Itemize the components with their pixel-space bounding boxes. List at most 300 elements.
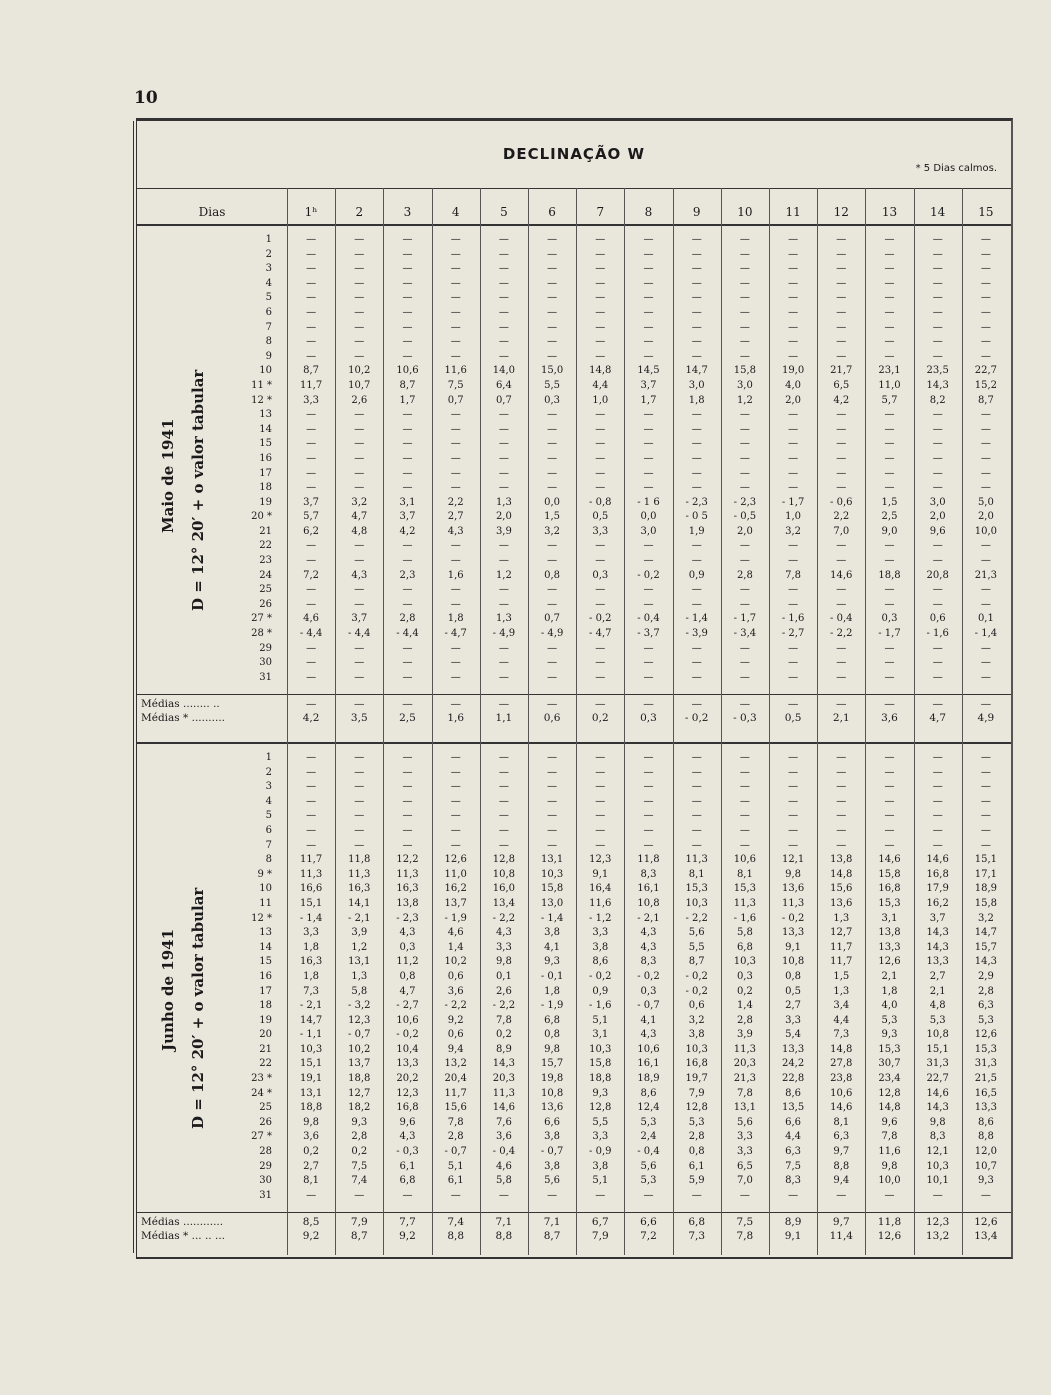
day-number: 28 (259, 1146, 272, 1158)
cell-value: 4,4 (785, 1131, 802, 1143)
day-number: 23 * (251, 1073, 272, 1085)
medias-value: — (643, 697, 654, 710)
cell-value: 15,1 (299, 1058, 323, 1070)
cell-value: — (354, 306, 365, 318)
cell-value: — (980, 540, 991, 552)
cell-value: — (450, 671, 461, 683)
medias-value: — (980, 697, 992, 710)
cell-value: 4,1 (544, 941, 561, 953)
cell-value: — (884, 452, 895, 464)
june-hour-column (480, 751, 528, 1203)
day-number: 6 (265, 824, 272, 836)
cell-value: 0,0 (544, 496, 561, 508)
day-number: 20 * (251, 511, 272, 523)
cell-value: 8,9 (495, 1043, 512, 1055)
cell-value: 3,9 (351, 927, 368, 939)
day-number: 24 * (251, 1087, 272, 1099)
cell-value: 5,8 (495, 1175, 512, 1187)
cell-value: — (739, 306, 750, 318)
cell-value: 20,3 (733, 1058, 757, 1070)
cell-value: — (547, 423, 558, 435)
cell-value: — (547, 642, 558, 654)
day-number: 3 (265, 263, 272, 275)
cell-value: — (402, 467, 413, 479)
cell-value: 4,3 (640, 1029, 657, 1041)
cell-value: — (547, 263, 558, 275)
cell-value: — (354, 248, 365, 260)
cell-value: — (643, 766, 654, 778)
cell-value: 9,3 (592, 1087, 609, 1099)
may-hour-column (624, 233, 672, 685)
cell-value: 27,8 (830, 1058, 853, 1070)
cell-value: 12,2 (396, 854, 419, 866)
cell-value: — (884, 438, 895, 450)
cell-value: — (595, 657, 606, 669)
cell-value: 12,3 (396, 1087, 419, 1099)
cell-value: 16,3 (348, 883, 371, 895)
cell-value: 3,8 (544, 1160, 561, 1172)
cell-value: 11,2 (396, 956, 419, 968)
cell-value: — (306, 467, 317, 479)
cell-value: 0,8 (399, 970, 416, 982)
cell-value: — (498, 306, 509, 318)
cell-value: 3,2 (688, 1014, 705, 1026)
cell-value: — (498, 839, 509, 851)
cell-value: — (932, 824, 943, 836)
cell-value: — (836, 839, 847, 851)
cell-value: — (595, 321, 606, 333)
cell-value: - 4,4 (348, 628, 371, 640)
cell-value: 18,8 (348, 1073, 371, 1085)
cell-value: — (402, 1189, 413, 1201)
cell-value: - 3,2 (348, 1000, 371, 1012)
cell-value: 16,5 (974, 1087, 998, 1099)
cell-value: 4,3 (495, 927, 512, 939)
cell-value: — (980, 306, 991, 318)
cell-value: 1,0 (592, 394, 609, 406)
cell-value: — (595, 671, 606, 683)
cell-value: — (836, 752, 847, 763)
day-number: 1 (265, 234, 272, 245)
cell-value: 8,7 (303, 365, 320, 377)
cell-value: — (547, 292, 558, 304)
calm-days-note: * 5 Dias calmos. (915, 163, 997, 174)
cell-value: — (739, 467, 750, 479)
medias-value: 4,7 (929, 711, 947, 724)
cell-value: - 3,7 (637, 628, 660, 640)
cell-value: — (306, 350, 317, 362)
cell-value: — (788, 350, 799, 362)
cell-value: 4,8 (351, 525, 368, 537)
cell-value: 11,3 (685, 854, 708, 866)
cell-value: 14,8 (589, 365, 612, 377)
cell-value: 5,0 (977, 496, 994, 508)
hour-header: 2 (355, 205, 364, 219)
day-number: 10 (259, 883, 272, 895)
cell-value: 14,3 (926, 927, 949, 939)
cell-value: 4,3 (447, 525, 464, 537)
cell-value: - 1,9 (444, 912, 467, 924)
cell-value: — (595, 540, 606, 552)
cell-value: — (547, 350, 558, 362)
cell-value: — (884, 657, 895, 669)
cell-value: — (595, 438, 606, 450)
cell-value: — (450, 766, 461, 778)
cell-value: 4,4 (592, 379, 609, 391)
cell-value: — (884, 642, 895, 654)
cell-value: 10,2 (348, 1043, 371, 1055)
cell-value: — (788, 1189, 799, 1201)
cell-value: 2,5 (881, 511, 898, 523)
cell-value: — (739, 438, 750, 450)
cell-value: - 2,1 (348, 912, 371, 924)
cell-value: — (739, 452, 750, 464)
cell-value: — (595, 409, 606, 421)
cell-value: — (932, 277, 943, 289)
may-hour-column (721, 233, 769, 685)
day-number: 20 (259, 1029, 272, 1041)
cell-value: 9,8 (881, 1160, 898, 1172)
cell-value: - 2,3 (733, 496, 757, 508)
cell-value: — (691, 277, 702, 289)
cell-value: — (691, 409, 702, 421)
cell-value: — (643, 671, 654, 683)
cell-value: 1,6 (447, 569, 464, 581)
cell-value: 6,5 (833, 379, 850, 391)
cell-value: — (836, 292, 847, 304)
cell-value: 6,1 (447, 1175, 464, 1187)
cell-value: - 1,6 (781, 613, 805, 625)
cell-value: 6,1 (688, 1160, 705, 1172)
cell-value: 2,4 (640, 1131, 657, 1143)
cell-value: — (595, 642, 606, 654)
cell-value: 7,8 (447, 1116, 464, 1128)
cell-value: — (306, 810, 317, 822)
cell-value: — (450, 781, 461, 793)
cell-value: — (547, 766, 558, 778)
cell-value: 6,8 (544, 1014, 561, 1026)
may-hour-column (576, 233, 624, 685)
cell-value: 8,3 (640, 868, 657, 880)
cell-value: — (980, 671, 991, 683)
cell-value: 11,7 (299, 854, 323, 866)
cell-value: — (739, 292, 750, 304)
day-number: 8 (265, 854, 272, 866)
cell-value: - 1,1 (299, 1029, 323, 1041)
cell-value: — (836, 234, 847, 245)
cell-value: — (354, 292, 365, 304)
cell-value: 5,3 (640, 1116, 657, 1128)
medias-value: 12,3 (925, 1215, 950, 1228)
cell-value: — (450, 248, 461, 260)
cell-value: - 0,6 (830, 496, 853, 508)
cell-value: 9,2 (447, 1014, 464, 1026)
medias-value: 4,2 (302, 711, 320, 724)
cell-value: — (932, 1189, 943, 1201)
cell-value: — (788, 642, 799, 654)
cell-value: — (739, 752, 750, 763)
cell-value: — (980, 824, 991, 836)
cell-value: - 0,7 (637, 1000, 660, 1012)
day-number: 22 (259, 540, 272, 552)
cell-value: - 1,4 (685, 613, 708, 625)
cell-value: 8,8 (833, 1160, 850, 1172)
cell-value: — (980, 438, 991, 450)
may-hour-column (769, 233, 817, 685)
cell-value: — (739, 584, 750, 596)
cell-value: 12,3 (589, 854, 612, 866)
cell-value: 9,1 (785, 941, 802, 953)
cell-value: — (884, 321, 895, 333)
cell-value: 4,3 (640, 941, 657, 953)
cell-value: — (498, 248, 509, 260)
day-number: 5 (265, 292, 272, 304)
cell-value: — (932, 657, 943, 669)
cell-value: — (306, 555, 317, 567)
cell-value: — (498, 452, 509, 464)
header-top-rule (137, 188, 1011, 189)
cell-value: — (884, 234, 895, 245)
cell-value: 10,8 (781, 956, 805, 968)
cell-value: — (932, 409, 943, 421)
cell-value: 13,5 (781, 1102, 805, 1114)
cell-value: — (643, 248, 654, 260)
cell-value: — (498, 671, 509, 683)
cell-value: — (595, 810, 606, 822)
cell-value: - 3,9 (685, 628, 708, 640)
cell-value: - 1,4 (540, 912, 564, 924)
cell-value: — (884, 306, 895, 318)
cell-value: — (354, 810, 365, 822)
cell-value: — (643, 795, 654, 807)
medias-value: 7,1 (495, 1215, 513, 1228)
cell-value: — (739, 598, 750, 610)
cell-value: 1,8 (881, 985, 898, 997)
day-number: 17 (259, 985, 272, 997)
cell-value: 3,9 (495, 525, 512, 537)
cell-value: 9,8 (495, 956, 512, 968)
cell-value: — (788, 657, 799, 669)
cell-value: — (306, 598, 317, 610)
cell-value: — (354, 336, 365, 348)
cell-value: — (788, 781, 799, 793)
cell-value: 5,3 (929, 1014, 946, 1026)
cell-value: 3,3 (785, 1014, 802, 1026)
cell-value: 0,9 (592, 985, 609, 997)
cell-value: — (547, 452, 558, 464)
june-hour-column (287, 751, 335, 1203)
cell-value: 10,6 (396, 365, 419, 377)
cell-value: - 4,9 (540, 628, 564, 640)
cell-value: 10,6 (733, 854, 757, 866)
cell-value: — (547, 795, 558, 807)
cell-value: — (498, 482, 509, 494)
cell-value: — (932, 795, 943, 807)
cell-value: — (884, 1189, 895, 1201)
cell-value: 20,2 (396, 1073, 419, 1085)
cell-value: 0,1 (495, 970, 512, 982)
cell-value: 12,6 (878, 956, 901, 968)
day-number: 11 (259, 897, 272, 909)
may-hour-column (432, 233, 480, 685)
medias-value: 8,5 (302, 1215, 320, 1228)
may-hour-column (383, 233, 431, 685)
cell-value: — (980, 292, 991, 304)
cell-value: — (836, 350, 847, 362)
cell-value: 5,8 (736, 927, 753, 939)
medias-value: 1,1 (495, 711, 513, 724)
cell-value: — (739, 781, 750, 793)
day-number: 9 * (257, 868, 272, 880)
cell-value: — (498, 766, 509, 778)
cell-value: 3,6 (495, 1131, 512, 1143)
cell-value: 5,1 (447, 1160, 464, 1172)
cell-value: 2,7 (303, 1160, 320, 1172)
cell-value: — (306, 752, 317, 763)
cell-value: — (402, 584, 413, 596)
cell-value: 0,6 (688, 1000, 705, 1012)
cell-value: — (884, 824, 895, 836)
cell-value: 10,7 (974, 1160, 998, 1172)
cell-value: — (932, 540, 943, 552)
medias-value: 2,5 (399, 711, 416, 724)
cell-value: — (450, 540, 461, 552)
cell-value: 4,3 (399, 1131, 416, 1143)
cell-value: 23,8 (830, 1073, 853, 1085)
cell-value: 6,3 (977, 1000, 994, 1012)
hour-header: 10 (737, 205, 753, 219)
cell-value: 1,3 (495, 496, 512, 508)
day-number: 6 (265, 306, 272, 318)
medias-value: - 0,3 (733, 711, 757, 724)
cell-value: — (643, 657, 654, 669)
cell-value: 5,3 (640, 1175, 657, 1187)
cell-value: 16,6 (299, 883, 323, 895)
cell-value: 2,8 (447, 1131, 464, 1143)
cell-value: 7,9 (688, 1087, 705, 1099)
cell-value: — (402, 555, 413, 567)
cell-value: — (450, 321, 461, 333)
cell-value: — (739, 810, 750, 822)
cell-value: 3,0 (736, 379, 753, 391)
cell-value: - 2,2 (444, 1000, 467, 1012)
hour-header: 7 (596, 205, 605, 219)
cell-value: — (691, 810, 702, 822)
cell-value: 30,7 (878, 1058, 901, 1070)
cell-value: 14,3 (926, 941, 949, 953)
day-number: 7 (265, 321, 272, 333)
medias-rule (137, 694, 1011, 695)
cell-value: — (739, 482, 750, 494)
cell-value: 5,5 (688, 941, 705, 953)
cell-value: 0,7 (544, 613, 561, 625)
cell-value: 3,7 (303, 496, 320, 508)
cell-value: 12,6 (444, 854, 467, 866)
medias-value: — (836, 697, 847, 710)
cell-value: 2,7 (785, 1000, 802, 1012)
cell-value: — (595, 839, 606, 851)
cell-value: — (980, 336, 991, 348)
cell-value: 12,8 (492, 854, 516, 866)
cell-value: 13,3 (878, 941, 901, 953)
cell-value: — (739, 350, 750, 362)
cell-value: — (739, 540, 750, 552)
cell-value: 11,0 (444, 868, 467, 880)
cell-value: 10,3 (589, 1043, 612, 1055)
cell-value: 6,4 (495, 379, 512, 391)
cell-value: — (450, 642, 461, 654)
cell-value: — (354, 642, 365, 654)
cell-value: — (595, 306, 606, 318)
cell-value: 2,1 (929, 985, 946, 997)
medias-value: 8,8 (447, 1229, 465, 1242)
cell-value: — (884, 350, 895, 362)
day-number: 8 (265, 336, 272, 348)
cell-value: 9,8 (785, 868, 802, 880)
cell-value: — (450, 824, 461, 836)
cell-value: — (691, 598, 702, 610)
cell-value: 6,8 (399, 1175, 416, 1187)
cell-value: 5,7 (881, 394, 898, 406)
cell-value: — (354, 234, 365, 245)
cell-value: — (402, 795, 413, 807)
cell-value: — (595, 795, 606, 807)
cell-value: — (450, 555, 461, 567)
june-hour-column (528, 751, 576, 1203)
cell-value: — (980, 839, 991, 851)
june-hour-column (673, 751, 721, 1203)
cell-value: - 4,4 (396, 628, 419, 640)
cell-value: 16,4 (589, 883, 612, 895)
cell-value: — (547, 752, 558, 763)
cell-value: - 4,7 (444, 628, 467, 640)
cell-value: — (354, 540, 365, 552)
hour-header: 5 (500, 205, 508, 219)
cell-value: 1,5 (833, 970, 850, 982)
cell-value: 15,8 (878, 868, 901, 880)
cell-value: 10,8 (637, 897, 660, 909)
cell-value: — (595, 452, 606, 464)
medias-value: 9,2 (399, 1229, 416, 1242)
cell-value: 3,3 (592, 927, 609, 939)
cell-value: — (402, 598, 413, 610)
day-number: 24 (259, 569, 272, 581)
cell-value: — (354, 781, 365, 793)
cell-value: — (595, 277, 606, 289)
cell-value: 2,0 (736, 525, 753, 537)
cell-value: — (932, 839, 943, 851)
cell-value: — (306, 306, 317, 318)
cell-value: - 0,4 (637, 1146, 660, 1158)
day-number: 31 (259, 1189, 272, 1201)
cell-value: — (788, 452, 799, 464)
cell-value: — (691, 642, 702, 654)
cell-value: — (980, 795, 991, 807)
cell-value: 3,2 (351, 496, 368, 508)
day-number: 26 (259, 598, 272, 610)
cell-value: 7,0 (736, 1175, 753, 1187)
cell-value: — (643, 839, 654, 851)
cell-value: 4,4 (833, 1014, 850, 1026)
cell-value: 2,0 (929, 511, 946, 523)
cell-value: — (788, 752, 799, 763)
cell-value: — (595, 248, 606, 260)
cell-value: 9,6 (929, 525, 946, 537)
cell-value: - 0 5 (685, 511, 708, 523)
cell-value: 8,7 (688, 956, 705, 968)
medias-value: 7,3 (688, 1229, 706, 1242)
cell-value: 10,0 (878, 1175, 901, 1187)
